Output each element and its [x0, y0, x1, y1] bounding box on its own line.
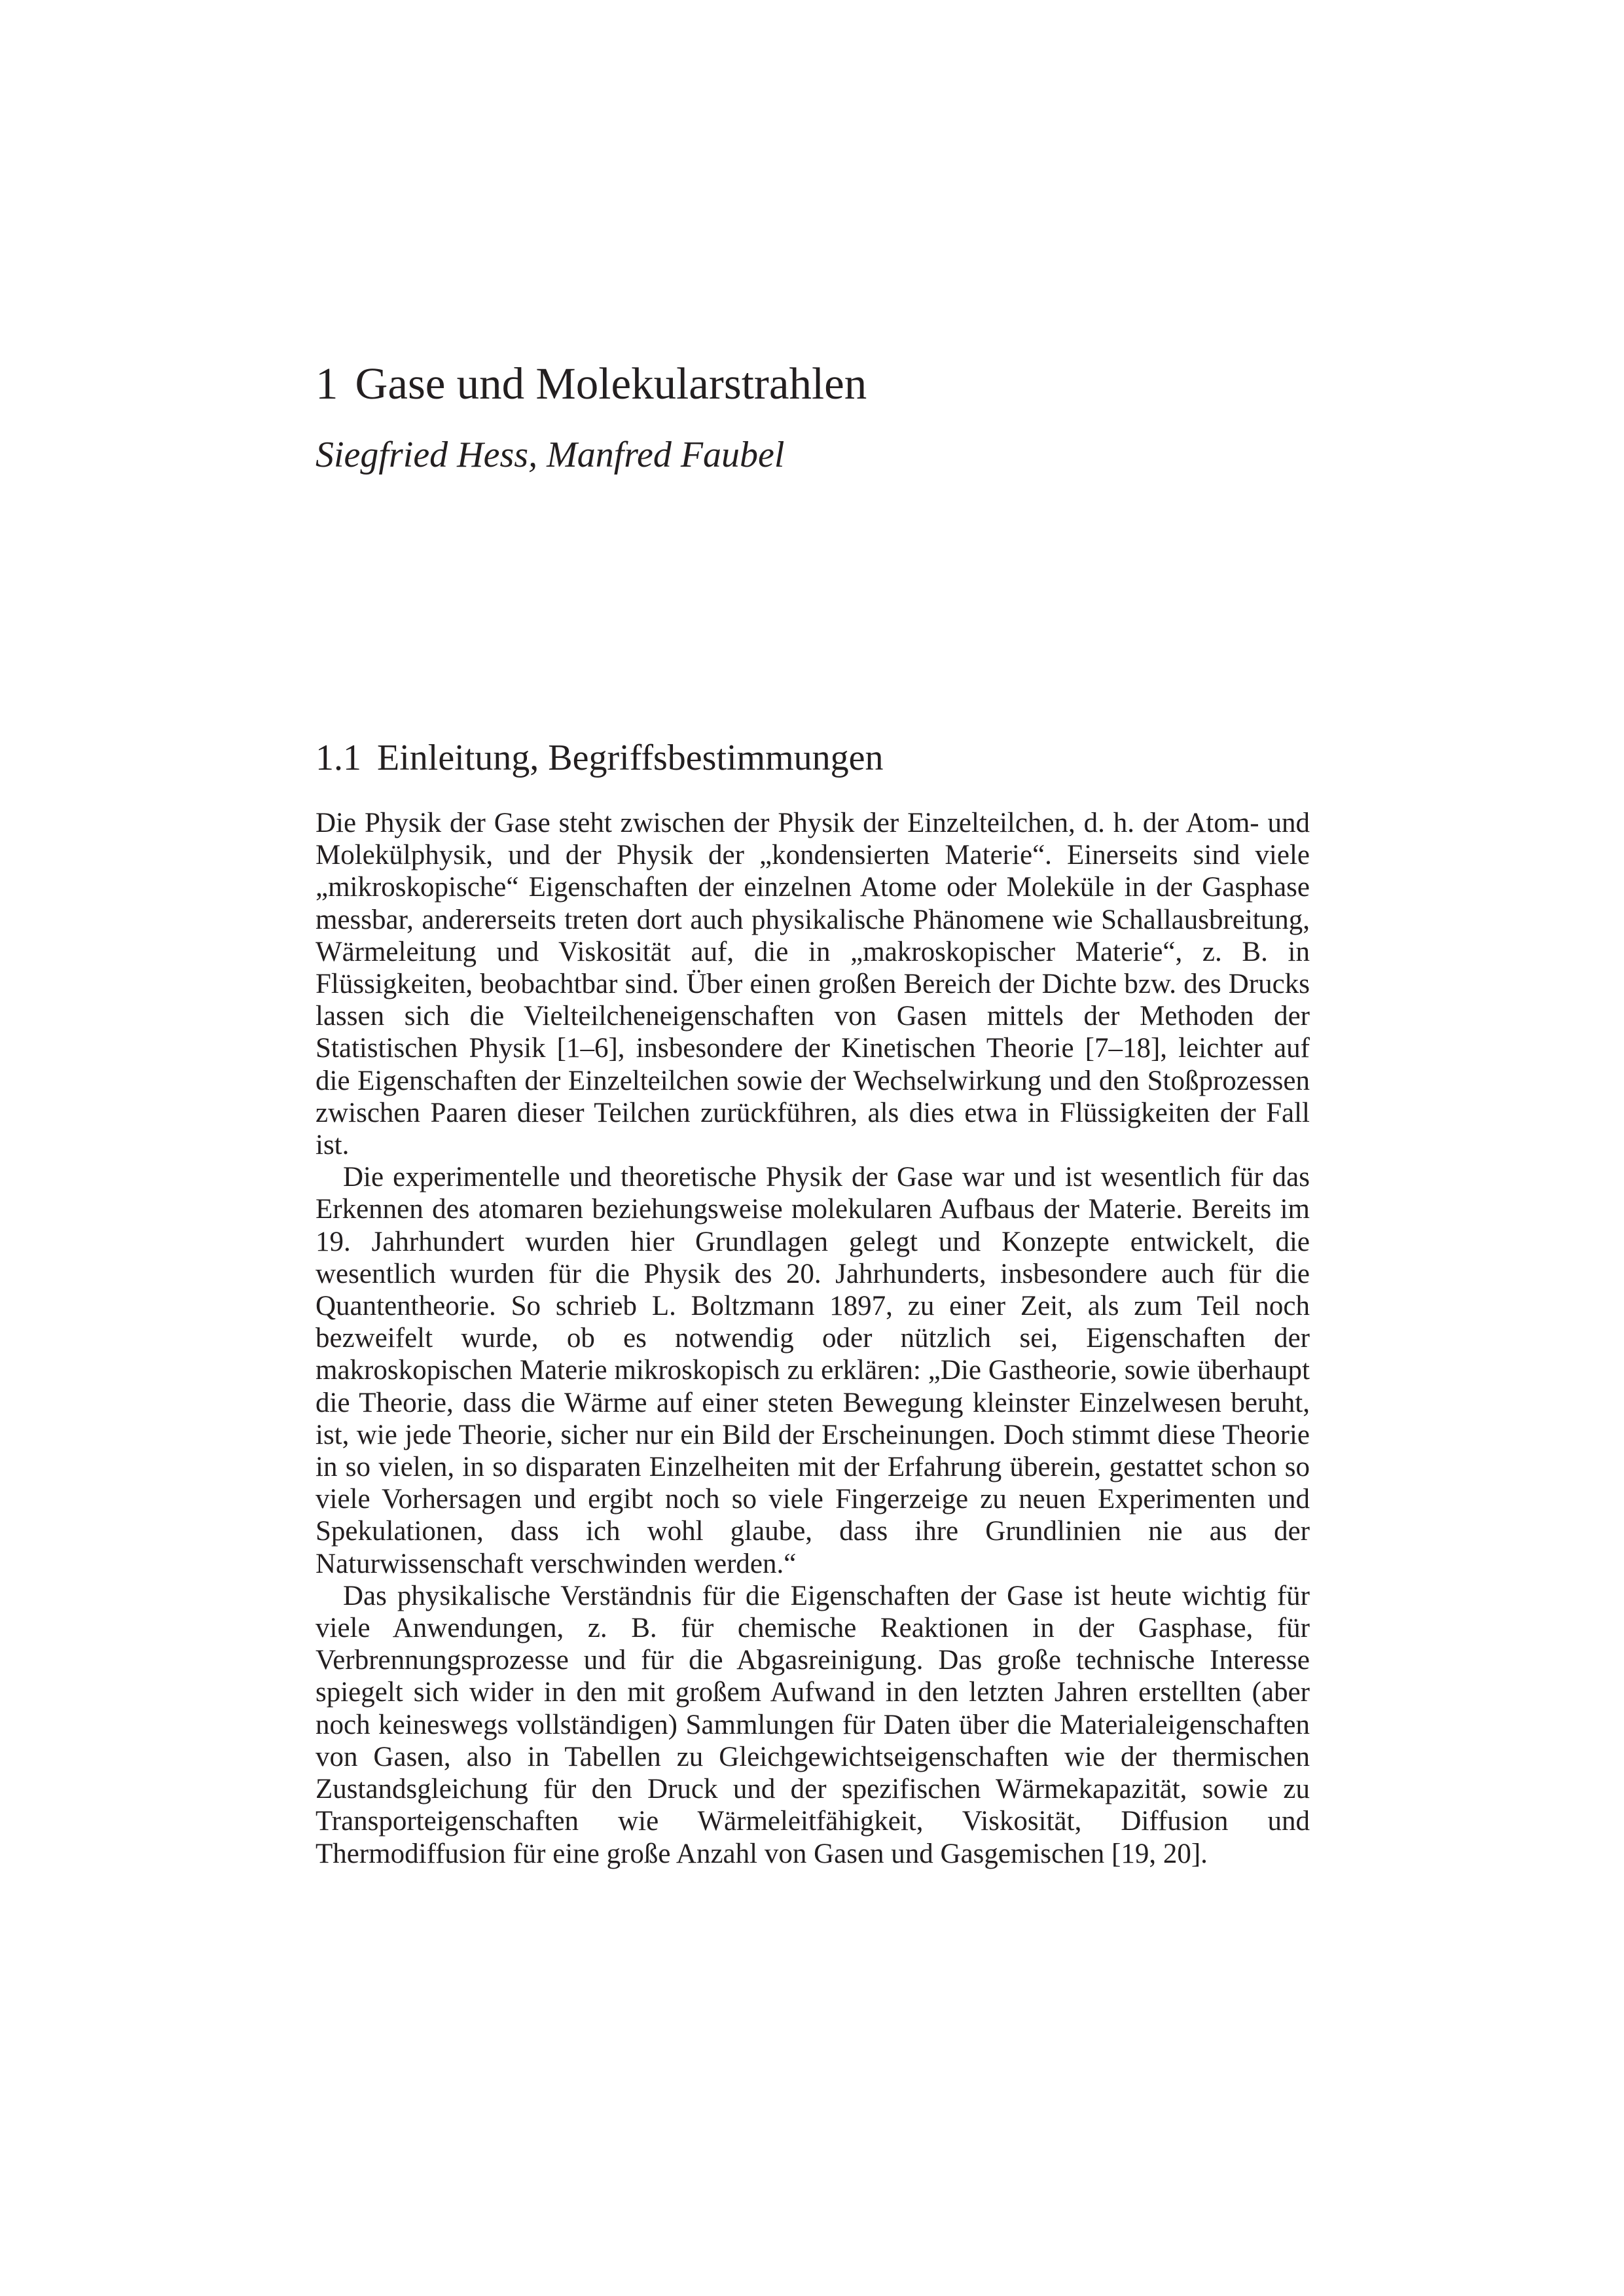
- section-title-text: Einleitung, Begriffsbestimmungen: [377, 738, 884, 778]
- paragraph: Das physikalische Verständnis für die Eigenschaften der Gase ist heute wichtig für viele Anwendungen, z. B. für chemische Reaktionen in der Gasphase, für Verbrennungsprozesse und für die Abgasreinigung. Das große technische Interesse spiegelt sich wider in den mit großem Aufwand in den letzten Jahren erstellten (aber noch keineswegs vollständigen) Sammlungen für Daten über die Materialeigenschaften von Gasen, also in Tabellen zu Gleichgewichtseigenschaften wie der thermischen Zustandsgleichung für den Druck und der spezifischen Wärmekapazität, sowie zu Transporteigenschaften wie Wärmeleitfähigkeit, Viskosität, Diffusion und Thermodiffusion für eine große Anzahl von Gasen und Gasgemischen [19, 20].: [316, 1580, 1310, 1869]
- section-number: 1.1: [316, 738, 361, 778]
- section-heading: [316, 736, 884, 780]
- paragraph: Die experimentelle und theoretische Physik der Gase war und ist wesentlich für das Erkennen des atomaren beziehungsweise molekularen Aufbaus der Materie. Bereits im 19. Jahrhundert wurden hier Grundlagen gelegt und Konzepte entwickelt, die wesentlich wurden für die Physik des 20. Jahrhunderts, insbesondere auch für die Quantentheorie. So schrieb L. Boltzmann 1897, zu einer Zeit, als zum Teil noch bezweifelt wurde, ob es notwendig oder nützlich sei, Eigenschaften der makroskopischen Materie mikroskopisch zu erklären: „Die Gastheorie, sowie überhaupt die Theorie, dass die Wärme auf einer steten Bewegung kleinster Einzelwesen beruht, ist, wie jede Theorie, sicher nur ein Bild der Erscheinungen. Doch stimmt diese Theorie in so vielen, in so disparaten Einzelheiten mit der Erfahrung überein, gestattet schon so viele Vorhersagen und ergibt noch so viele Fingerzeige zu neuen Experimenten und Spekulationen, dass ich wohl glaube, dass ihre Grundlinien nie aus der Naturwissenschaft verschwinden werden.“: [316, 1162, 1310, 1579]
- chapter-number: 1: [316, 359, 338, 408]
- chapter-title-text: Gase und Molekularstrahlen: [355, 359, 867, 408]
- chapter-authors: Siegfried Hess, Manfred Faubel: [316, 435, 785, 475]
- paragraph: Die Physik der Gase steht zwischen der Physik der Einzelteilchen, d. h. der Atom- und Molekülphysik, und der Physik der „kondensierten Materie“. Einerseits sind viele „mikroskopische“ Eigenschaften der einzelnen Atome oder Moleküle in der Gasphase messbar, andererseits treten dort auch physikalische Phänomene wie Schallausbreitung, Wärmeleitung und Viskosität auf, die in „makroskopischer Materie“, z. B. in Flüssigkeiten, beobachtbar sind. Über einen großen Bereich der Dichte bzw. des Drucks lassen sich die Vielteilcheneigenschaften von Gasen mittels der Methoden der Statistischen Physik [1–6], insbesondere der Kinetischen Theorie [7–18], leichter auf die Eigenschaften der Einzelteilchen sowie der Wechselwirkung und den Stoßprozessen zwischen Paaren dieser Teilchen zurückführen, als dies etwa in Flüssigkeiten der Fall ist.: [316, 808, 1310, 1161]
- body-text: [316, 807, 1310, 1870]
- chapter-title: [316, 357, 867, 411]
